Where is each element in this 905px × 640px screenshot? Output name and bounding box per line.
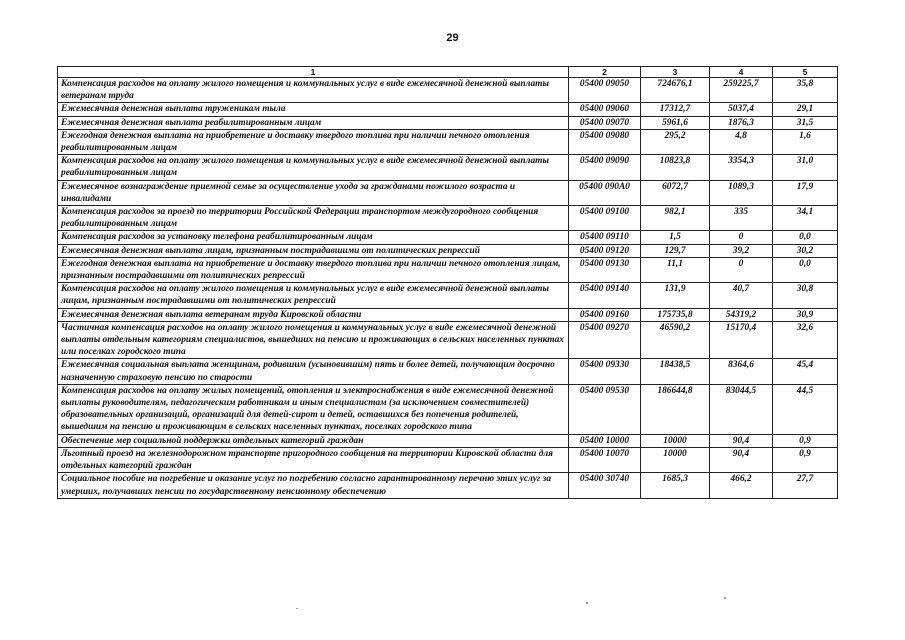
row-value-col3: 1685,3: [641, 473, 710, 498]
row-value-col5: 0,0: [773, 257, 838, 282]
row-code: 05400 09330: [569, 359, 641, 384]
row-code: 05400 09130: [569, 257, 641, 282]
row-description: Компенсация расходов на оплату жилых помещений, отопления и электроснабжения в виде ежемесячной денежной выплаты руководителям, педагогическим работникам и иным специалистам (за исключением совместителей) образовательных организаций, организаций для детей-сирот и детей, оставшихся без попечения родителей, вышедшим на пенсию и проживающим в сельских населенных пунктах, поселках городского типа: [58, 384, 569, 434]
row-value-col5: 44,5: [773, 384, 838, 434]
page-number: 29: [446, 32, 459, 44]
row-value-col5: 30,9: [773, 308, 838, 321]
row-value-col3: 11,1: [641, 257, 710, 282]
row-value-col5: 17,9: [773, 180, 838, 205]
row-code: 05400 090А0: [569, 180, 641, 205]
row-value-col4: 90,4: [710, 447, 773, 472]
table-header-row: [58, 67, 838, 78]
row-description: Ежемесячная социальная выплата женщинам, родившим (усыновившим) пять и более детей, получающим досрочно назначенную страховую пенсию по старости: [58, 359, 569, 384]
row-description: Компенсация расходов на оплату жилого помещения и коммунальных услуг в виде ежемесячной денежной выплаты ветеранам труда: [58, 78, 569, 103]
row-code: 05400 10070: [569, 447, 641, 472]
column-header: 2: [569, 67, 641, 78]
row-value-col4: 3354,3: [710, 155, 773, 180]
row-value-col4: 259225,7: [710, 78, 773, 103]
row-code: 05400 09060: [569, 103, 641, 116]
row-value-col5: 30,8: [773, 283, 838, 308]
table-row: [58, 321, 838, 359]
row-value-col5: 31,0: [773, 155, 838, 180]
row-value-col4: 15170,4: [710, 321, 773, 359]
row-description: Компенсация расходов за установку телефона реабилитированным лицам: [58, 231, 569, 244]
row-value-col5: 0,9: [773, 434, 838, 447]
table-row: [58, 473, 838, 498]
column-header: 4: [710, 67, 773, 78]
row-value-col3: 982,1: [641, 206, 710, 231]
row-code: 05400 09530: [569, 384, 641, 434]
row-value-col3: 17312,7: [641, 103, 710, 116]
row-value-col4: 0: [710, 257, 773, 282]
table-row: [58, 283, 838, 308]
row-value-col3: 18438,5: [641, 359, 710, 384]
scan-speck: [296, 608, 298, 609]
row-value-col3: 175735,8: [641, 308, 710, 321]
row-value-col3: 5961,6: [641, 116, 710, 129]
table-row: [58, 244, 838, 257]
row-value-col5: 29,1: [773, 103, 838, 116]
row-code: 05400 09270: [569, 321, 641, 359]
column-header: 5: [773, 67, 838, 78]
table-row: [58, 129, 838, 154]
row-value-col4: 8364,6: [710, 359, 773, 384]
row-value-col4: 1089,3: [710, 180, 773, 205]
row-code: 05400 09050: [569, 78, 641, 103]
row-code: 05400 10000: [569, 434, 641, 447]
table-row: [58, 434, 838, 447]
row-value-col3: 10823,8: [641, 155, 710, 180]
table-row: [58, 180, 838, 205]
row-description: Ежегодная денежная выплата на приобретение и доставку твердого топлива при наличии печного отопления реабилитированным лицам: [58, 129, 569, 154]
row-value-col5: 32,6: [773, 321, 838, 359]
row-description: Льготный проезд на железнодорожном транспорте пригородного сообщения на территории Кировской области для отдельных категорий граждан: [58, 447, 569, 472]
row-code: 05400 09120: [569, 244, 641, 257]
row-value-col5: 45,4: [773, 359, 838, 384]
row-description: Ежемесячное вознаграждение приемной семье за осуществление ухода за гражданами пожилого возраста и инвалидами: [58, 180, 569, 205]
row-code: 05400 09110: [569, 231, 641, 244]
row-description: Ежегодная денежная выплата на приобретение и доставку твердого топлива при наличии печного отопления лицам, признанным пострадавшими от политических репрессий: [58, 257, 569, 282]
table-row: [58, 384, 838, 434]
row-value-col5: 27,7: [773, 473, 838, 498]
row-value-col5: 0,9: [773, 447, 838, 472]
table-row: [58, 308, 838, 321]
row-code: 05400 09100: [569, 206, 641, 231]
row-value-col3: 186644,8: [641, 384, 710, 434]
row-value-col4: 54319,2: [710, 308, 773, 321]
row-value-col5: 0,0: [773, 231, 838, 244]
row-value-col4: 40,7: [710, 283, 773, 308]
table-row: [58, 231, 838, 244]
row-value-col3: 129,7: [641, 244, 710, 257]
table-row: [58, 78, 838, 103]
scan-speck: [724, 597, 726, 599]
table-row: [58, 116, 838, 129]
row-value-col4: 1876,3: [710, 116, 773, 129]
row-value-col3: 295,2: [641, 129, 710, 154]
row-value-col4: 83044,5: [710, 384, 773, 434]
row-value-col4: 4,8: [710, 129, 773, 154]
row-code: 05400 30740: [569, 473, 641, 498]
table-row: [58, 257, 838, 282]
row-code: 05400 09140: [569, 283, 641, 308]
row-code: 05400 09160: [569, 308, 641, 321]
table-row: [58, 447, 838, 472]
row-description: Компенсация расходов за проезд по территории Российской Федерации транспортом междугородного сообщения реабилитированным лицам: [58, 206, 569, 231]
row-value-col5: 1,6: [773, 129, 838, 154]
row-value-col3: 10000: [641, 447, 710, 472]
row-value-col5: 30,2: [773, 244, 838, 257]
row-code: 05400 09070: [569, 116, 641, 129]
row-description: Ежемесячная денежная выплата лицам, признанным пострадавшими от политических репрессий: [58, 244, 569, 257]
row-value-col4: 39,2: [710, 244, 773, 257]
row-value-col3: 724676,1: [641, 78, 710, 103]
row-value-col5: 35,8: [773, 78, 838, 103]
row-value-col3: 1,5: [641, 231, 710, 244]
row-description: Частичная компенсация расходов на оплату жилого помещения и коммунальных услуг в виде ежемесячной денежной выплаты отдельным категориям специалистов, вышедших на пенсию и проживающих в сельских населенных пунктах или поселках городского типа: [58, 321, 569, 359]
row-value-col3: 6072,7: [641, 180, 710, 205]
budget-table: [57, 66, 838, 499]
table-row: [58, 206, 838, 231]
row-description: Ежемесячная денежная выплата труженикам тыла: [58, 103, 569, 116]
table-row: [58, 359, 838, 384]
row-value-col4: 466,2: [710, 473, 773, 498]
row-value-col3: 46590,2: [641, 321, 710, 359]
row-value-col3: 131,9: [641, 283, 710, 308]
row-description: Ежемесячная денежная выплата ветеранам труда Кировской области: [58, 308, 569, 321]
row-value-col4: 0: [710, 231, 773, 244]
row-description: Социальное пособие на погребение и оказание услуг по погребению согласно гарантированному перечню этих услуг за умерших, получавших пенсии по государственному пенсионному обеспечению: [58, 473, 569, 498]
row-description: Компенсация расходов на оплату жилого помещения и коммунальных услуг в виде ежемесячной денежной выплаты реабилитированным лицам: [58, 155, 569, 180]
column-header: 3: [641, 67, 710, 78]
row-description: Обеспечение мер социальной поддержки отдельных категорий граждан: [58, 434, 569, 447]
row-description: Компенсация расходов на оплату жилого помещения и коммунальных услуг в виде ежемесячной денежной выплаты лицам, признанным пострадавшими от политических репрессий: [58, 283, 569, 308]
scan-speck: [586, 602, 588, 604]
row-value-col4: 335: [710, 206, 773, 231]
column-header: 1: [58, 67, 569, 78]
row-value-col4: 5037,4: [710, 103, 773, 116]
row-description: Ежемесячная денежная выплата реабилитированным лицам: [58, 116, 569, 129]
table-row: [58, 155, 838, 180]
table-row: [58, 103, 838, 116]
row-code: 05400 09080: [569, 129, 641, 154]
row-code: 05400 09090: [569, 155, 641, 180]
row-value-col5: 34,1: [773, 206, 838, 231]
row-value-col4: 90,4: [710, 434, 773, 447]
row-value-col5: 31,5: [773, 116, 838, 129]
row-value-col3: 10000: [641, 434, 710, 447]
